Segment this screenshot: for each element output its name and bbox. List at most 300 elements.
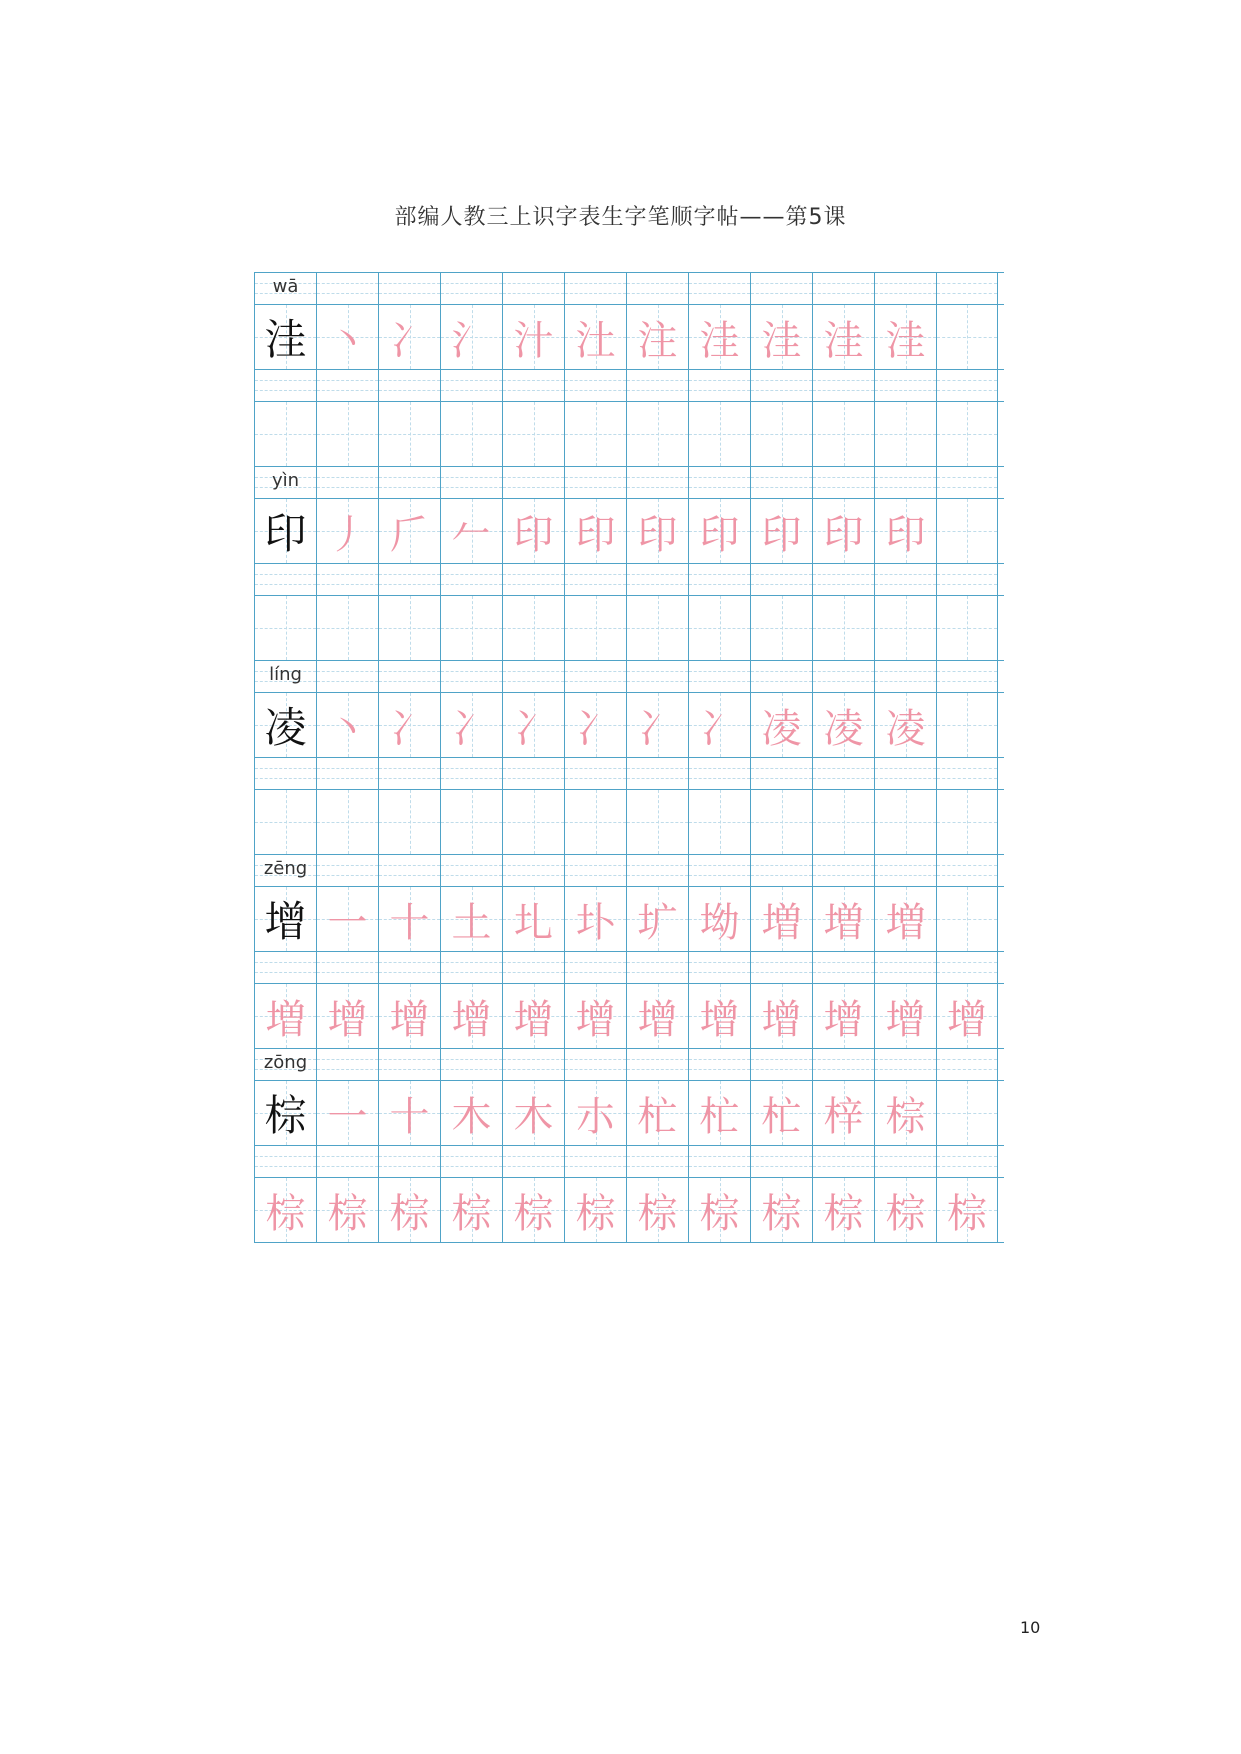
- writing-cell: [316, 499, 378, 563]
- pinyin-cell: [254, 467, 316, 498]
- pinyin-cell: [936, 467, 998, 498]
- pinyin-cell: [378, 758, 440, 789]
- writing-cell: [440, 499, 502, 563]
- pinyin-cell: [316, 370, 378, 401]
- writing-cell: [254, 790, 316, 854]
- pinyin-cell: [378, 467, 440, 498]
- writing-cell: [812, 887, 874, 951]
- writing-cell: [316, 887, 378, 951]
- pinyin-cell: [936, 1146, 998, 1177]
- writing-cell: [626, 1081, 688, 1145]
- stroke-step: 冫: [575, 705, 616, 752]
- writing-cell: [378, 1178, 440, 1242]
- pinyin-cell: [812, 273, 874, 304]
- stroke-step: 丶: [327, 705, 368, 752]
- pinyin-cell: [316, 564, 378, 595]
- pinyin-cell: [564, 758, 626, 789]
- stroke-step: 凌: [823, 705, 864, 752]
- writing-cell: [254, 402, 316, 466]
- writing-cell: [874, 305, 936, 369]
- pinyin-cell: [874, 1146, 936, 1177]
- writing-cell: [874, 790, 936, 854]
- stroke-step: 增: [699, 996, 740, 1043]
- writing-cell: [936, 984, 998, 1048]
- writing-cell: [316, 1178, 378, 1242]
- writing-cell: [750, 596, 812, 660]
- stroke-step: 印: [575, 511, 616, 558]
- pinyin-cell: [502, 1146, 564, 1177]
- pinyin-cell: [936, 855, 998, 886]
- stroke-step: 棕: [575, 1190, 616, 1237]
- writing-cell: [936, 305, 998, 369]
- stroke-step: 印: [699, 511, 740, 558]
- stroke-step: 增: [885, 996, 926, 1043]
- pinyin-cell: [502, 855, 564, 886]
- stroke-step: 朩: [575, 1093, 616, 1140]
- stroke-step: 印: [823, 511, 864, 558]
- pinyin-cell: [440, 273, 502, 304]
- pinyin-cell: [316, 855, 378, 886]
- writing-cell: [502, 499, 564, 563]
- writing-cell: [936, 887, 998, 951]
- writing-cell: [688, 1178, 750, 1242]
- writing-cell: [688, 790, 750, 854]
- writing-cell: [378, 499, 440, 563]
- stroke-step: 丶: [327, 317, 368, 364]
- stroke-step: 汢: [575, 317, 616, 364]
- pinyin-cell: [936, 1049, 998, 1080]
- writing-cell: [812, 402, 874, 466]
- stroke-step: 冫: [699, 705, 740, 752]
- stroke-step: 棕: [265, 1190, 306, 1237]
- stroke-step: 氵: [451, 317, 492, 364]
- pinyin-cell: [688, 758, 750, 789]
- stroke-step: 洼: [761, 317, 802, 364]
- character-row: [254, 692, 1004, 757]
- writing-cell: [688, 305, 750, 369]
- writing-cell: [688, 402, 750, 466]
- character-block: [254, 466, 1004, 660]
- writing-cell: [874, 693, 936, 757]
- pinyin-cell: [502, 564, 564, 595]
- character-row: [254, 1177, 1004, 1243]
- pinyin-cell: [316, 273, 378, 304]
- stroke-step: 増: [823, 899, 864, 946]
- writing-cell: [254, 596, 316, 660]
- writing-cell: [502, 984, 564, 1048]
- pinyin-cell: [874, 758, 936, 789]
- writing-cell: [874, 887, 936, 951]
- writing-cell: [626, 499, 688, 563]
- writing-cell: [936, 1081, 998, 1145]
- stroke-step: 増: [885, 899, 926, 946]
- writing-cell: [254, 984, 316, 1048]
- pinyin-cell: [688, 370, 750, 401]
- writing-cell: [626, 984, 688, 1048]
- writing-cell: [564, 1178, 626, 1242]
- pinyin-cell: [564, 467, 626, 498]
- stroke-step: 棕: [513, 1190, 554, 1237]
- writing-cell: [750, 693, 812, 757]
- writing-cell: [874, 499, 936, 563]
- writing-cell: [564, 984, 626, 1048]
- pinyin-cell: [626, 758, 688, 789]
- writing-cell: [688, 693, 750, 757]
- stroke-step: 增: [575, 996, 616, 1043]
- pinyin-cell: [440, 467, 502, 498]
- writing-cell: [812, 790, 874, 854]
- stroke-step: 杧: [637, 1093, 678, 1140]
- writing-cell: [564, 1081, 626, 1145]
- writing-cell: [750, 1178, 812, 1242]
- pinyin-row: [254, 660, 1004, 692]
- pinyin-cell: [626, 370, 688, 401]
- character-row: [254, 595, 1004, 660]
- character-block: [254, 272, 1004, 466]
- pinyin-cell: [440, 370, 502, 401]
- pinyin-cell: [750, 564, 812, 595]
- pinyin-cell: [440, 758, 502, 789]
- writing-cell: [502, 305, 564, 369]
- pinyin-cell: [812, 661, 874, 692]
- writing-cell: [750, 305, 812, 369]
- pinyin-cell: [750, 467, 812, 498]
- pinyin-cell: [936, 370, 998, 401]
- writing-cell: [502, 887, 564, 951]
- stroke-step: 洼: [885, 317, 926, 364]
- writing-cell: [874, 1081, 936, 1145]
- writing-cell: [626, 887, 688, 951]
- stroke-step: 木: [513, 1093, 554, 1140]
- stroke-step: 圤: [575, 899, 616, 946]
- writing-cell: [626, 402, 688, 466]
- writing-cell: [874, 984, 936, 1048]
- writing-cell: [254, 1178, 316, 1242]
- stroke-step: 一: [327, 899, 368, 946]
- writing-cell: [564, 790, 626, 854]
- stroke-step: 冫: [389, 705, 430, 752]
- character-row: [254, 789, 1004, 854]
- pinyin-cell: [688, 661, 750, 692]
- pinyin-cell: [936, 564, 998, 595]
- writing-cell: [936, 693, 998, 757]
- writing-cell: [936, 402, 998, 466]
- pinyin-row: [254, 854, 1004, 886]
- writing-cell: [316, 693, 378, 757]
- pinyin-cell: [874, 273, 936, 304]
- stroke-step: 增: [513, 996, 554, 1043]
- pinyin-cell: [874, 661, 936, 692]
- stroke-step: 丿: [327, 511, 368, 558]
- pinyin-cell: [502, 273, 564, 304]
- pinyin-cell: [874, 370, 936, 401]
- pinyin-cell: [626, 273, 688, 304]
- pinyin-cell: [316, 467, 378, 498]
- pinyin-cell: [440, 952, 502, 983]
- writing-cell: [688, 1081, 750, 1145]
- main-character: 棕: [264, 1091, 307, 1140]
- pinyin-cell: [440, 1146, 502, 1177]
- pinyin-cell: [378, 273, 440, 304]
- stroke-step: 坳: [699, 899, 740, 946]
- writing-cell: [316, 1081, 378, 1145]
- pinyin-cell: [378, 564, 440, 595]
- stroke-step: 棕: [885, 1093, 926, 1140]
- pinyin-cell: [378, 661, 440, 692]
- writing-cell: [750, 790, 812, 854]
- pinyin-cell: [626, 1146, 688, 1177]
- writing-cell: [688, 499, 750, 563]
- writing-cell: [626, 305, 688, 369]
- writing-cell: [440, 1178, 502, 1242]
- pinyin-cell: [564, 1146, 626, 1177]
- writing-cell: [440, 790, 502, 854]
- pinyin-cell: [502, 661, 564, 692]
- pinyin-cell: [440, 564, 502, 595]
- pinyin-cell: [812, 1146, 874, 1177]
- stroke-step: 冫: [513, 705, 554, 752]
- writing-cell: [502, 1081, 564, 1145]
- character-row: [254, 983, 1004, 1048]
- stroke-step: 圹: [637, 899, 678, 946]
- writing-cell: [812, 1178, 874, 1242]
- stroke-step: 棕: [451, 1190, 492, 1237]
- stroke-step: 棕: [637, 1190, 678, 1237]
- writing-cell: [936, 790, 998, 854]
- pinyin-cell: [316, 1049, 378, 1080]
- stroke-step: 冫: [637, 705, 678, 752]
- stroke-step: 洼: [823, 317, 864, 364]
- writing-cell: [874, 1178, 936, 1242]
- writing-cell: [812, 499, 874, 563]
- pinyin-cell: [564, 855, 626, 886]
- main-character: 凌: [264, 703, 307, 752]
- pinyin-cell: [316, 1146, 378, 1177]
- pinyin-row: [254, 466, 1004, 498]
- stroke-step: 𠂆: [389, 511, 430, 558]
- writing-cell: [564, 305, 626, 369]
- writing-cell: [378, 596, 440, 660]
- pinyin-cell: [874, 467, 936, 498]
- stroke-step: 圠: [513, 899, 554, 946]
- writing-cell: [378, 1081, 440, 1145]
- writing-cell: [440, 305, 502, 369]
- pinyin-cell: [812, 855, 874, 886]
- pinyin-cell: [626, 661, 688, 692]
- writing-cell: [254, 887, 316, 951]
- character-row: [254, 304, 1004, 369]
- writing-cell: [378, 887, 440, 951]
- pinyin-cell: [750, 370, 812, 401]
- stroke-step: 杧: [761, 1093, 802, 1140]
- pinyin-cell: [936, 661, 998, 692]
- pinyin-cell: [936, 758, 998, 789]
- stroke-step: 棕: [699, 1190, 740, 1237]
- stroke-step: 印: [761, 511, 802, 558]
- writing-cell: [750, 887, 812, 951]
- main-character: 印: [264, 509, 307, 558]
- writing-cell: [316, 596, 378, 660]
- stroke-step: 増: [265, 996, 306, 1043]
- pinyin-cell: [688, 952, 750, 983]
- pinyin-row: [254, 563, 1004, 595]
- pinyin-cell: [440, 855, 502, 886]
- writing-cell: [254, 693, 316, 757]
- pinyin-cell: [440, 661, 502, 692]
- pinyin-cell: [688, 467, 750, 498]
- pinyin-row: [254, 757, 1004, 789]
- pinyin-cell: [564, 273, 626, 304]
- pinyin-cell: [564, 370, 626, 401]
- writing-cell: [378, 402, 440, 466]
- pinyin-cell: [750, 273, 812, 304]
- pinyin-cell: [812, 564, 874, 595]
- pinyin-cell: [254, 1049, 316, 1080]
- stroke-step: 凌: [885, 705, 926, 752]
- pinyin-cell: [812, 758, 874, 789]
- pinyin-cell: [626, 952, 688, 983]
- stroke-step: 土: [451, 899, 492, 946]
- pinyin-label: yìn: [271, 470, 300, 491]
- pinyin-cell: [688, 1146, 750, 1177]
- pinyin-cell: [378, 952, 440, 983]
- pinyin-cell: [440, 1049, 502, 1080]
- pinyin-label: wā: [272, 276, 299, 297]
- pinyin-cell: [502, 370, 564, 401]
- writing-cell: [688, 984, 750, 1048]
- pinyin-cell: [378, 855, 440, 886]
- pinyin-cell: [502, 952, 564, 983]
- pinyin-cell: [936, 273, 998, 304]
- writing-cell: [564, 887, 626, 951]
- writing-cell: [812, 984, 874, 1048]
- pinyin-cell: [812, 370, 874, 401]
- writing-cell: [316, 790, 378, 854]
- pinyin-cell: [316, 758, 378, 789]
- writing-cell: [874, 402, 936, 466]
- writing-cell: [378, 790, 440, 854]
- pinyin-cell: [316, 661, 378, 692]
- writing-cell: [502, 1178, 564, 1242]
- pinyin-cell: [254, 758, 316, 789]
- writing-cell: [626, 693, 688, 757]
- writing-cell: [936, 1178, 998, 1242]
- pinyin-row: [254, 1048, 1004, 1080]
- pinyin-row: [254, 1145, 1004, 1177]
- writing-cell: [316, 402, 378, 466]
- stroke-step: 冫: [389, 317, 430, 364]
- pinyin-cell: [564, 564, 626, 595]
- writing-cell: [378, 984, 440, 1048]
- stroke-step: 凌: [761, 705, 802, 752]
- pinyin-row: [254, 369, 1004, 401]
- pinyin-cell: [254, 273, 316, 304]
- pinyin-cell: [378, 370, 440, 401]
- pinyin-cell: [502, 467, 564, 498]
- pinyin-cell: [626, 855, 688, 886]
- writing-cell: [502, 596, 564, 660]
- writing-cell: [502, 790, 564, 854]
- pinyin-cell: [626, 564, 688, 595]
- page-title: 部编人教三上识字表生字笔顺字帖——第5课: [394, 205, 847, 230]
- stroke-step: 冫: [451, 705, 492, 752]
- writing-cell: [378, 693, 440, 757]
- stroke-step: 増: [761, 899, 802, 946]
- pinyin-cell: [254, 952, 316, 983]
- pinyin-label: zēng: [263, 858, 308, 879]
- pinyin-cell: [750, 758, 812, 789]
- stroke-step: 增: [823, 996, 864, 1043]
- stroke-step: 棕: [947, 1190, 987, 1237]
- pinyin-cell: [874, 855, 936, 886]
- stroke-step: 棕: [389, 1190, 430, 1237]
- pinyin-cell: [750, 1049, 812, 1080]
- pinyin-cell: [750, 661, 812, 692]
- writing-cell: [316, 984, 378, 1048]
- pinyin-label: zōng: [263, 1052, 308, 1073]
- stroke-step: 增: [761, 996, 802, 1043]
- writing-cell: [316, 305, 378, 369]
- stroke-step: 木: [451, 1093, 492, 1140]
- writing-cell: [626, 1178, 688, 1242]
- stroke-step: 棕: [761, 1190, 802, 1237]
- writing-cell: [564, 499, 626, 563]
- writing-cell: [440, 596, 502, 660]
- pinyin-cell: [750, 952, 812, 983]
- stroke-step: 𠂉: [451, 511, 492, 558]
- pinyin-cell: [564, 1049, 626, 1080]
- writing-cell: [812, 596, 874, 660]
- stroke-step: 增: [389, 996, 430, 1043]
- writing-cell: [750, 1081, 812, 1145]
- pinyin-cell: [564, 952, 626, 983]
- character-row: [254, 498, 1004, 563]
- writing-cell: [688, 596, 750, 660]
- pinyin-cell: [812, 952, 874, 983]
- pinyin-cell: [316, 952, 378, 983]
- writing-cell: [874, 596, 936, 660]
- page-number: 10: [1020, 1618, 1041, 1637]
- pinyin-cell: [254, 370, 316, 401]
- writing-cell: [254, 1081, 316, 1145]
- writing-cell: [564, 693, 626, 757]
- writing-cell: [564, 596, 626, 660]
- stroke-step: 印: [637, 511, 678, 558]
- character-row: [254, 886, 1004, 951]
- writing-cell: [440, 693, 502, 757]
- writing-cell: [750, 402, 812, 466]
- pinyin-cell: [254, 1146, 316, 1177]
- writing-cell: [626, 790, 688, 854]
- writing-cell: [626, 596, 688, 660]
- writing-cell: [254, 305, 316, 369]
- pinyin-cell: [626, 467, 688, 498]
- writing-cell: [440, 402, 502, 466]
- stroke-step: 棕: [823, 1190, 864, 1237]
- main-character: 洼: [264, 315, 307, 364]
- writing-cell: [936, 499, 998, 563]
- pinyin-cell: [254, 564, 316, 595]
- pinyin-cell: [750, 1146, 812, 1177]
- stroke-step: 十: [389, 899, 430, 946]
- pinyin-cell: [936, 952, 998, 983]
- stroke-step: 印: [513, 511, 554, 558]
- writing-cell: [688, 887, 750, 951]
- writing-cell: [812, 693, 874, 757]
- stroke-step: 梓: [823, 1093, 864, 1140]
- stroke-step: 增: [637, 996, 678, 1043]
- pinyin-cell: [688, 855, 750, 886]
